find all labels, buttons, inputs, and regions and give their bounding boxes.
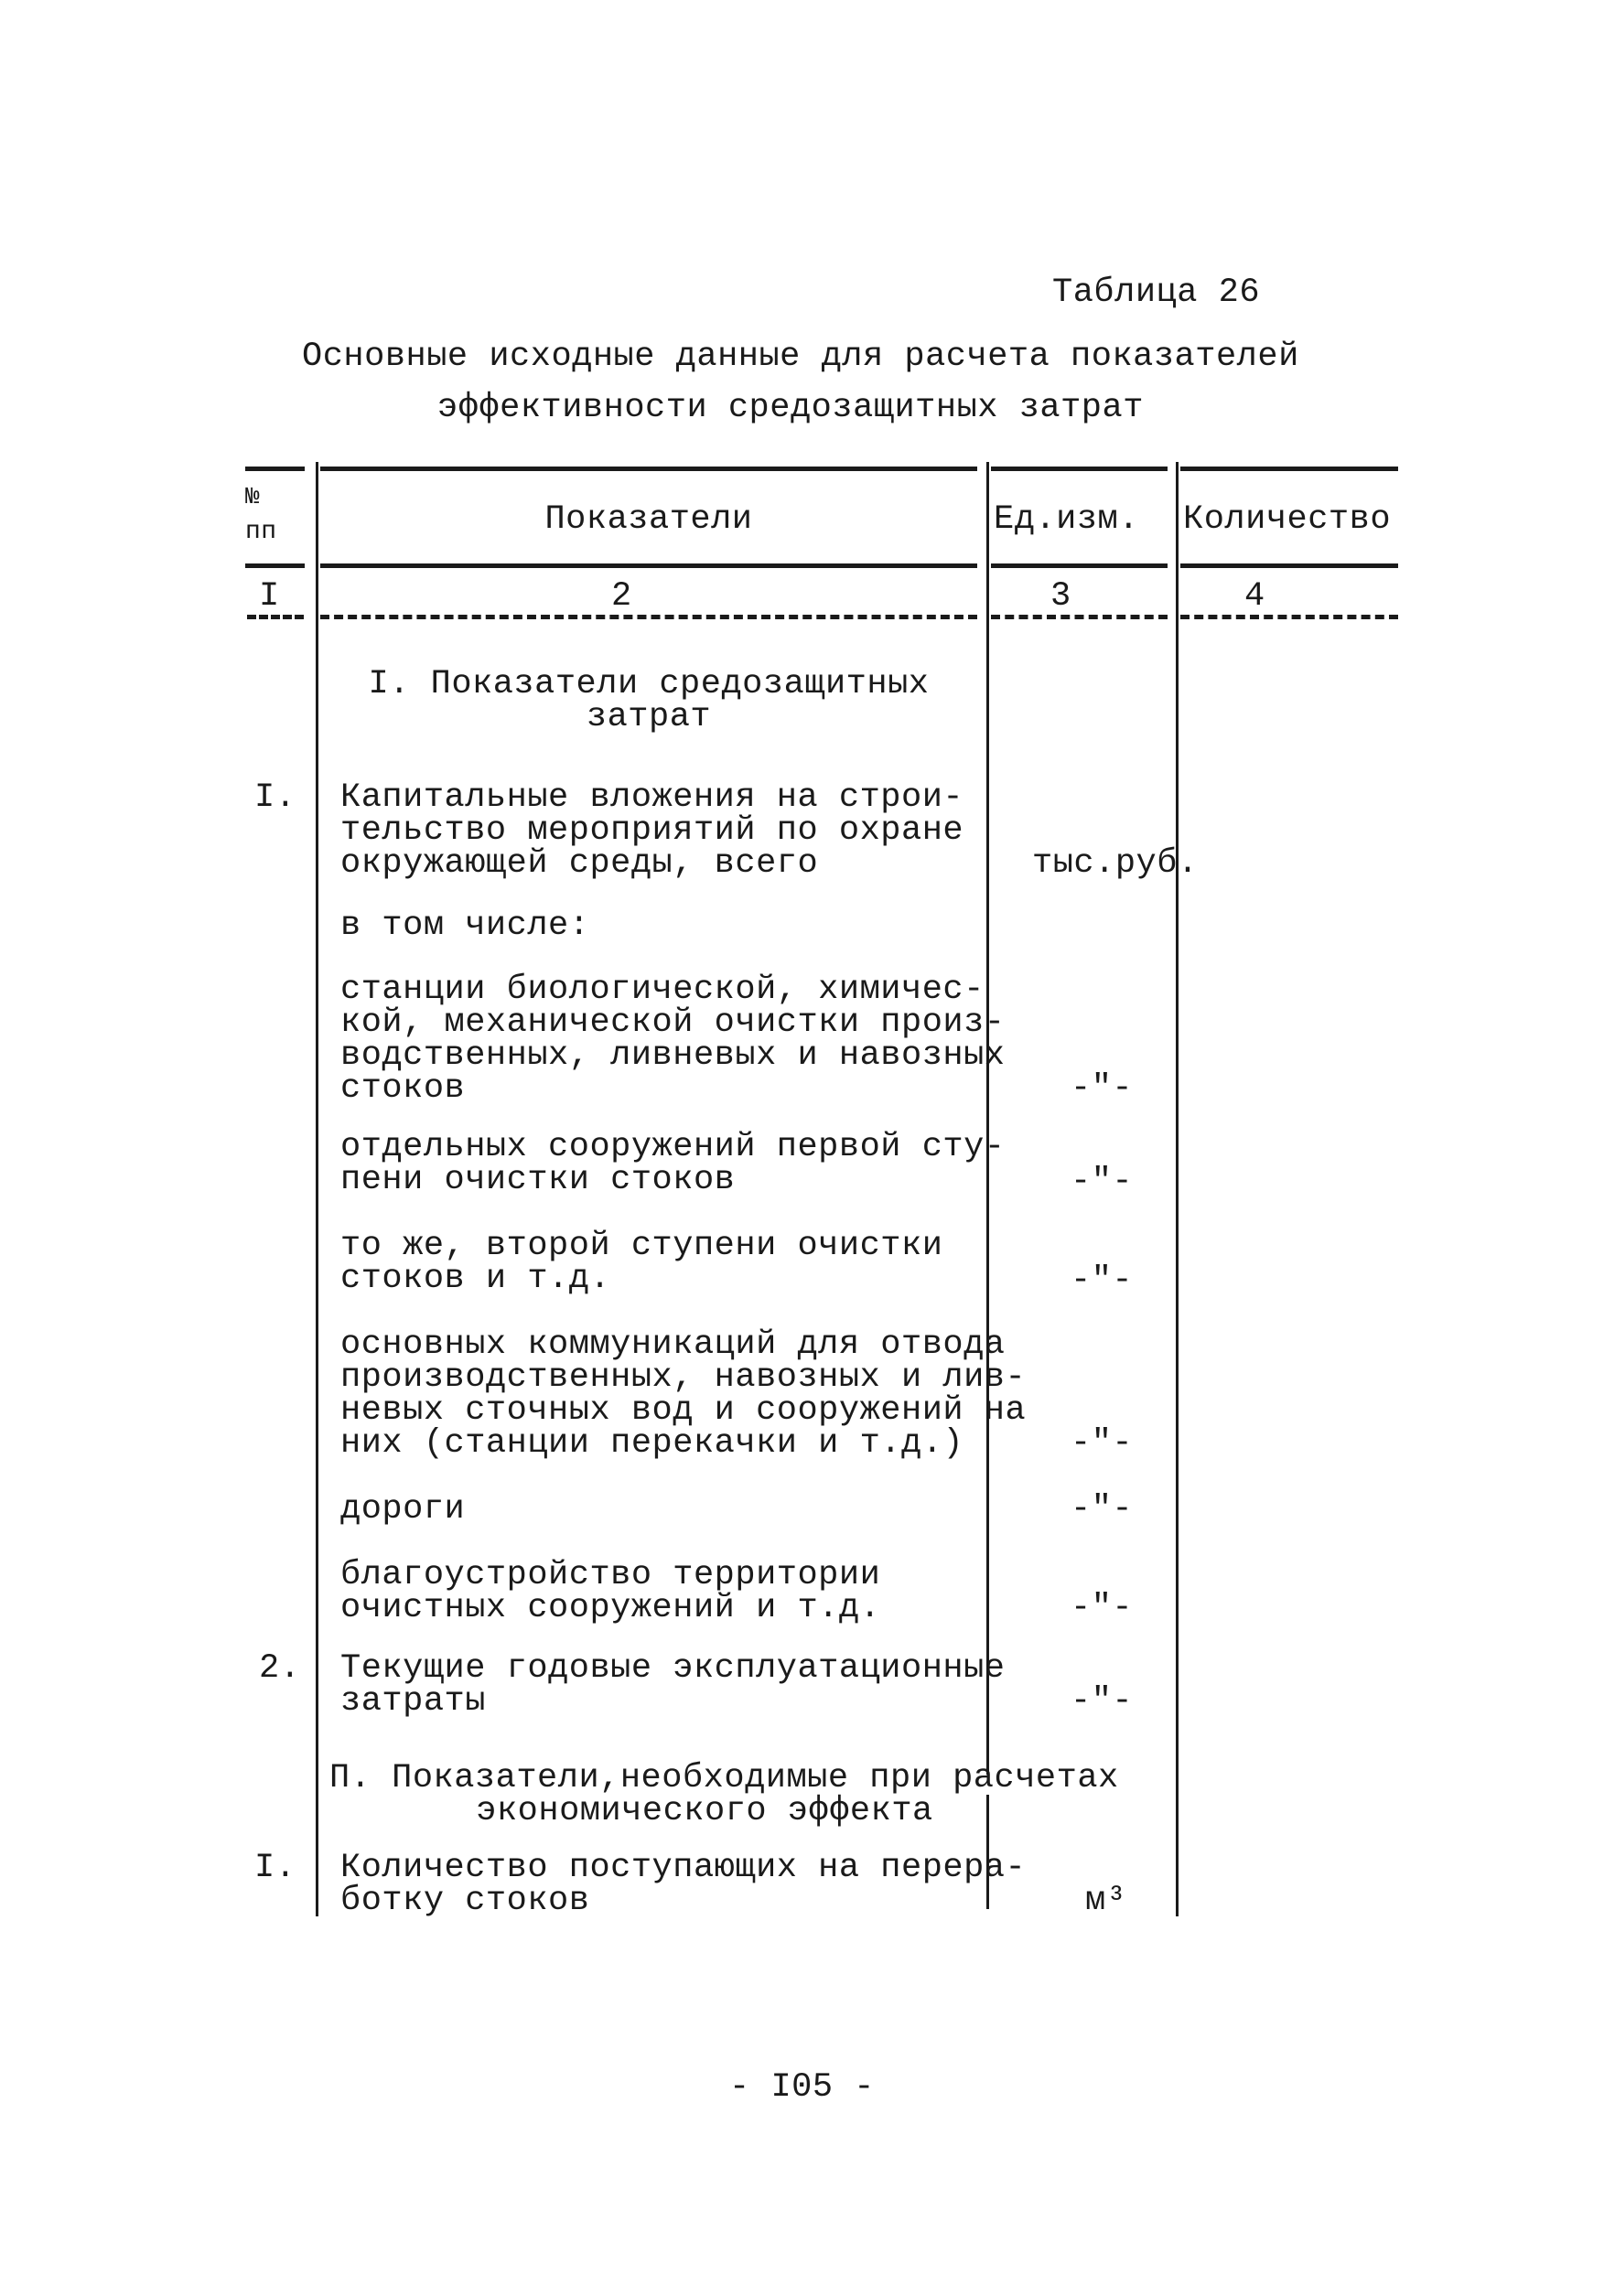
col-number-3: 3: [1050, 577, 1071, 616]
row-1-unit: тыс.руб.: [1032, 844, 1199, 883]
col-number-dash-3: [991, 615, 1168, 619]
col-number-2: 2: [611, 577, 632, 616]
header-num-bottom: пп: [245, 518, 277, 546]
row-9-unit: -"-: [1071, 1682, 1134, 1721]
row-8-unit: -"-: [1071, 1589, 1134, 1627]
section-1-title: I. Показатели средозащитных затрат: [368, 665, 930, 736]
page-number: - I05 -: [729, 2068, 875, 2107]
header-quantity: Количество: [1183, 500, 1392, 539]
col-number-dash-2: [320, 615, 977, 619]
row-8-text: благоустройство территории очистных сооружений и т.д.: [340, 1556, 881, 1627]
row-2-text: в том числе:: [340, 907, 590, 945]
header-top-rule-unit: [991, 467, 1168, 471]
row-5-text: то же, второй ступени очистки стоков и т.д.: [340, 1227, 943, 1298]
table-label: Таблица 26: [1052, 274, 1261, 312]
table-title-line1: Основные исходные данные для расчета показателей: [302, 338, 1299, 376]
header-unit: Ед.изм.: [994, 500, 1139, 539]
row-9-text: Текущие годовые эксплуатационные затраты: [340, 1649, 1006, 1721]
col-number-dash-1: [247, 615, 304, 619]
column-divider-2: [986, 462, 989, 1775]
row-5-unit: -"-: [1071, 1261, 1134, 1300]
header-indicators: Показатели: [544, 500, 753, 539]
header-bottom-rule-indicators: [320, 563, 977, 568]
col-number-1: I: [259, 577, 280, 616]
header-bottom-rule-num: [245, 563, 305, 568]
row-3-text: станции биологической, химичес- кой, механической очистки произ- водственных, ливневых и навозных стоков: [340, 971, 1006, 1108]
header-num-top: №: [245, 483, 261, 510]
header-bottom-rule-quantity: [1180, 563, 1398, 568]
header-bottom-rule-unit: [991, 563, 1168, 568]
row-1-text: Капитальные вложения на строи- тельство мероприятий по охране окружающей среды, всего: [340, 778, 964, 883]
header-top-rule-quantity: [1180, 467, 1398, 471]
row-6-unit: -"-: [1071, 1424, 1134, 1463]
row-1-num: I.: [254, 778, 296, 817]
section-2-title: П. Показатели,необходимые при расчетах экономического эффекта: [329, 1759, 1119, 1830]
row2-1-unit: м³: [1085, 1882, 1127, 1920]
header-top-rule-indicators: [320, 467, 977, 471]
row-3-unit: -"-: [1071, 1069, 1134, 1108]
row-6-text: основных коммуникаций для отвода производственных, навозных и лив- невых сточных вод и сооружений на них (станции перекачки и т.д.): [340, 1325, 1027, 1463]
row2-1-text: Количество поступающих на перера- ботку стоков: [340, 1849, 1027, 1920]
col-number-4: 4: [1244, 577, 1265, 616]
table-title-line2: эффективности средозащитных затрат: [437, 389, 1144, 427]
row-4-unit: -"-: [1071, 1163, 1134, 1201]
row2-1-num: I.: [254, 1849, 296, 1887]
header-top-rule-num: [245, 467, 305, 471]
column-divider-3: [1176, 462, 1179, 1916]
col-number-dash-4: [1180, 615, 1398, 619]
row-7-text: дороги: [340, 1490, 466, 1529]
row-7-unit: -"-: [1071, 1490, 1134, 1529]
row-9-num: 2.: [259, 1649, 301, 1688]
row-4-text: отдельных сооружений первой сту- пени очистки стоков: [340, 1128, 1006, 1199]
column-divider-1: [316, 462, 318, 1916]
